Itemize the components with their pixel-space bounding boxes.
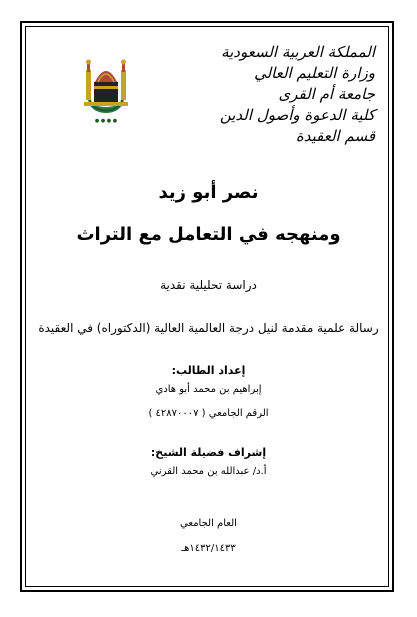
institution-header	[205, 42, 375, 147]
title-line-2: ومنهجه في التعامل مع التراث	[76, 224, 341, 245]
thesis-description: رسالة علمية مقدمة لنيل درجة العالمية العالية (الدكتوراه) في العقيدة	[38, 321, 379, 335]
student-name: إبراهيم بن محمد أبو هادي	[155, 384, 262, 395]
supervisor-name: أ.د/ عبدالله بن محمد القرني	[150, 466, 267, 477]
academic-year-label: العام الجامعي	[180, 518, 237, 529]
header-line-kingdom: المملكة العربية السعودية	[221, 43, 375, 61]
university-logo	[80, 52, 132, 128]
supervisor-label: إشراف فضيلة الشيخ:	[150, 446, 267, 459]
title-line-1: نصر أبو زيد	[158, 182, 259, 203]
svg-text:● ● ● ●: ● ● ● ●	[94, 118, 118, 124]
student-label: إعداد الطالب:	[171, 364, 246, 377]
header-line-university: جامعة أم القرى	[278, 85, 375, 103]
header-line-ministry: وزارة التعليم العالي	[254, 64, 375, 82]
academic-year-value: ١٤٣٢/١٤٣٣هـ	[181, 543, 236, 554]
header-line-department: قسم العقيدة	[295, 127, 375, 145]
study-type: دراسة تحليلية نقدية	[160, 278, 257, 292]
student-id: الرقم الجامعي ( ٤٢٨٧٠٠٠٧ )	[148, 408, 269, 419]
header-line-college: كلية الدعوة وأصول الدين	[219, 106, 375, 124]
